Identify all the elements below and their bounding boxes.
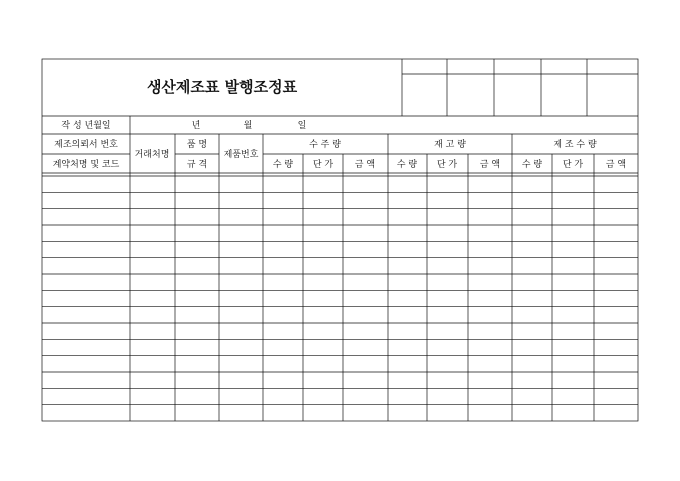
form-title: 생산제조표 발행조정표 bbox=[146, 78, 298, 96]
mfg-price-sub: 단 가 bbox=[562, 160, 584, 170]
order-number-label: 제조의뢰서 번호 bbox=[54, 140, 118, 150]
written-date-label: 작 성 년월일 bbox=[61, 121, 111, 131]
order-qty-group: 수 주 량 bbox=[309, 140, 341, 150]
form-border bbox=[42, 59, 638, 421]
product-no-label: 제품번호 bbox=[223, 150, 259, 160]
item-name-label: 품 명 bbox=[186, 140, 208, 150]
approval-grid bbox=[402, 59, 638, 116]
stock-qty-sub: 수 량 bbox=[396, 160, 418, 170]
order-price-sub: 단 가 bbox=[312, 160, 334, 170]
order-amount-sub: 금 액 bbox=[354, 160, 376, 170]
spec-label: 규 격 bbox=[186, 160, 208, 170]
stock-amount-sub: 금 액 bbox=[479, 160, 501, 170]
client-code-label: 계약처명 및 코드 bbox=[52, 160, 120, 170]
date-year-label: 년 bbox=[191, 121, 201, 131]
mfg-amount-sub: 금 액 bbox=[605, 160, 627, 170]
stock-price-sub: 단 가 bbox=[436, 160, 458, 170]
stock-qty-group: 재 고 량 bbox=[434, 140, 466, 150]
order-qty-sub: 수 량 bbox=[272, 160, 294, 170]
date-month-label: 월 bbox=[243, 121, 253, 131]
table-body bbox=[42, 192, 638, 404]
date-day-label: 일 bbox=[297, 121, 307, 131]
mfg-qty-group: 제 조 수 량 bbox=[553, 140, 597, 150]
trade-name-label: 거래처명 bbox=[134, 150, 170, 160]
mfg-qty-sub: 수 량 bbox=[521, 160, 543, 170]
